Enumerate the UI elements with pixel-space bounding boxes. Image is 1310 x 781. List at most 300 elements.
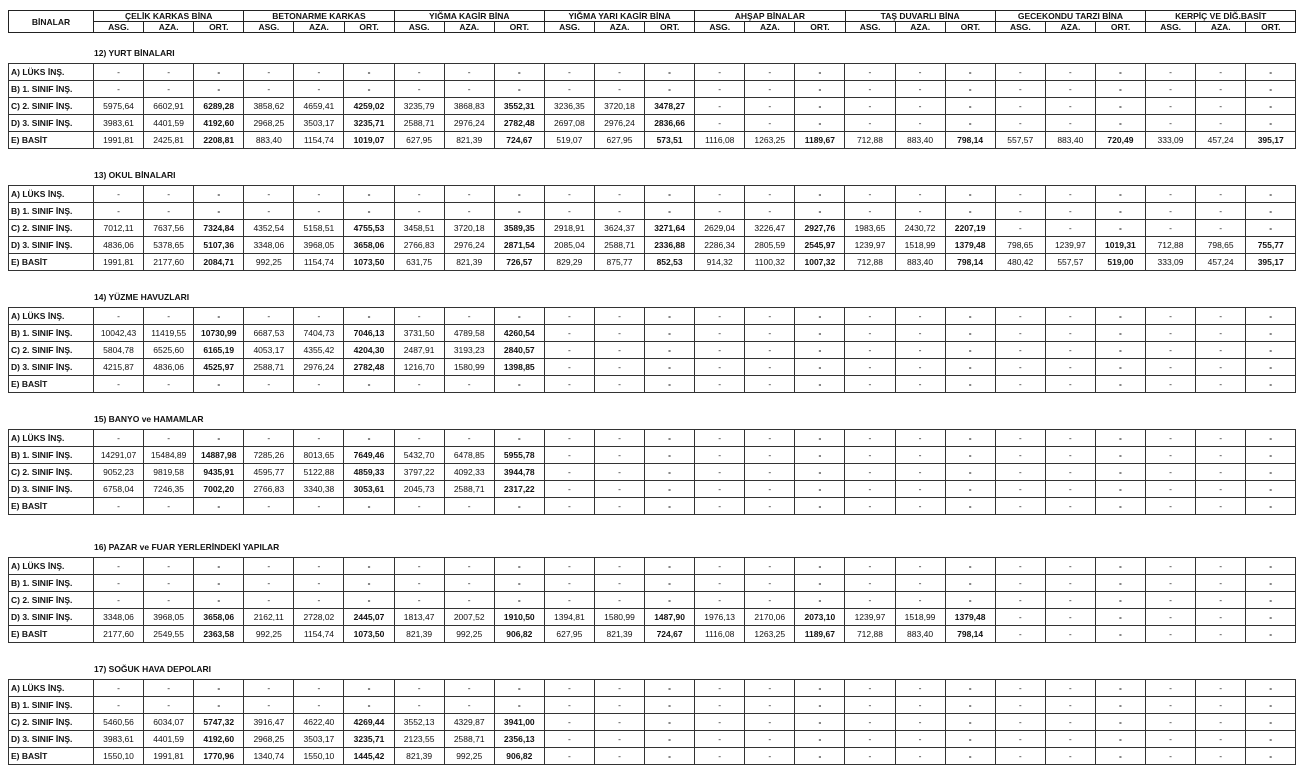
table-cell: 7012,11 [94, 220, 144, 237]
table-cell: 821,39 [594, 626, 644, 643]
table-row [9, 626, 1296, 643]
table-cell: - [194, 592, 244, 609]
table-cell: - [945, 430, 995, 447]
subcolumn-header: ORT. [945, 22, 995, 33]
section-title: 13) OKUL BİNALARI [94, 170, 176, 180]
table-cell: - [544, 308, 594, 325]
table-cell: 5460,56 [94, 714, 144, 731]
table-cell: - [494, 203, 544, 220]
table-cell: 3731,50 [394, 325, 444, 342]
row-label: A) LÜKS İNŞ. [9, 64, 94, 81]
table-cell: 798,14 [945, 132, 995, 149]
table-cell: - [494, 308, 544, 325]
table-cell: 798,65 [995, 237, 1045, 254]
table-cell: - [594, 592, 644, 609]
table-cell: - [594, 430, 644, 447]
table-cell: - [94, 64, 144, 81]
table-cell: - [795, 81, 845, 98]
table-cell: - [1246, 115, 1296, 132]
table-cell: 2073,10 [795, 609, 845, 626]
table-cell: - [1145, 325, 1195, 342]
table-cell: - [544, 714, 594, 731]
table-cell: 1154,74 [294, 626, 344, 643]
table-cell: - [194, 64, 244, 81]
table-cell: - [1145, 498, 1195, 515]
table-cell: - [1145, 81, 1195, 98]
table-cell: 3968,05 [144, 609, 194, 626]
table-cell: - [645, 680, 695, 697]
table-cell: - [645, 359, 695, 376]
table-cell: - [845, 481, 895, 498]
table-cell: - [895, 98, 945, 115]
table-cell: - [645, 592, 695, 609]
table-cell: - [94, 680, 144, 697]
table-cell: 5378,65 [144, 237, 194, 254]
table-cell: - [1145, 342, 1195, 359]
table-cell: 2549,55 [144, 626, 194, 643]
table-cell: - [1095, 376, 1145, 393]
table-cell: - [1145, 203, 1195, 220]
table-cell: - [144, 186, 194, 203]
row-label: E) BASİT [9, 626, 94, 643]
table-cell: - [594, 376, 644, 393]
table-cell: - [394, 498, 444, 515]
table-cell: - [995, 626, 1045, 643]
table-cell: - [294, 64, 344, 81]
table-cell: - [594, 203, 644, 220]
table-cell: - [1095, 342, 1145, 359]
row-label: E) BASİT [9, 748, 94, 765]
table-cell: - [895, 430, 945, 447]
table-cell: - [1246, 697, 1296, 714]
table-cell: 3552,31 [494, 98, 544, 115]
table-cell: - [895, 115, 945, 132]
table-cell: - [594, 308, 644, 325]
table-cell: - [795, 115, 845, 132]
table-cell: - [795, 203, 845, 220]
table-cell: - [494, 64, 544, 81]
table-cell: - [1246, 626, 1296, 643]
table-cell: 7404,73 [294, 325, 344, 342]
table-cell: 798,14 [945, 626, 995, 643]
table-cell: - [795, 359, 845, 376]
table-cell: 4789,58 [444, 325, 494, 342]
group-header: KERPİÇ VE DİĞ.BASİT [1146, 11, 1296, 22]
table-cell: - [795, 376, 845, 393]
row-label: D) 3. SINIF İNŞ. [9, 731, 94, 748]
table-cell: 2317,22 [494, 481, 544, 498]
table-cell: - [494, 558, 544, 575]
table-cell: - [1145, 376, 1195, 393]
table-cell: - [1196, 680, 1246, 697]
table-cell: - [594, 680, 644, 697]
table-cell: - [1246, 220, 1296, 237]
table-cell: 457,24 [1196, 132, 1246, 149]
table-cell: - [294, 498, 344, 515]
table-cell: - [795, 498, 845, 515]
table-cell: 1239,97 [845, 609, 895, 626]
table-cell: 2976,24 [594, 115, 644, 132]
table-cell: - [845, 558, 895, 575]
table-cell: - [1246, 481, 1296, 498]
table-cell: - [945, 376, 995, 393]
table-cell: - [895, 308, 945, 325]
table-cell: - [745, 731, 795, 748]
table-cell: - [1196, 325, 1246, 342]
table-cell: - [845, 748, 895, 765]
table-cell: 14887,98 [194, 447, 244, 464]
table-cell: - [94, 308, 144, 325]
table-cell: 4755,53 [344, 220, 394, 237]
table-cell: - [795, 481, 845, 498]
table-cell: 1189,67 [795, 626, 845, 643]
table-cell: - [1196, 731, 1246, 748]
table-cell: - [845, 731, 895, 748]
table-cell: - [544, 203, 594, 220]
table-cell: - [594, 186, 644, 203]
table-cell: - [1045, 714, 1095, 731]
table-cell: - [1145, 680, 1195, 697]
table-cell: 4092,33 [444, 464, 494, 481]
table-cell: - [1246, 464, 1296, 481]
section-title: 17) SOĞUK HAVA DEPOLARI [94, 664, 211, 674]
row-label: C) 2. SINIF İNŞ. [9, 714, 94, 731]
table-cell: - [344, 186, 394, 203]
table-cell: - [845, 342, 895, 359]
table-cell: 3720,18 [594, 98, 644, 115]
table-row [9, 447, 1296, 464]
table-cell: - [1045, 186, 1095, 203]
table-cell: - [1145, 714, 1195, 731]
table-cell: - [444, 430, 494, 447]
subcolumn-header: ORT. [344, 22, 394, 33]
table-cell: 5122,88 [294, 464, 344, 481]
table-cell: - [995, 203, 1045, 220]
table-cell: - [895, 447, 945, 464]
table-cell: - [144, 376, 194, 393]
table-cell: - [945, 325, 995, 342]
table-cell: - [1246, 714, 1296, 731]
subcolumn-header: AZA. [444, 22, 494, 33]
section-title: 16) PAZAR ve FUAR YERLERİNDEKİ YAPILAR [94, 542, 280, 552]
table-cell: - [394, 64, 444, 81]
table-cell: - [1196, 575, 1246, 592]
table-cell: - [1045, 697, 1095, 714]
table-cell: - [544, 186, 594, 203]
table-cell: - [695, 558, 745, 575]
table-cell: 2927,76 [795, 220, 845, 237]
table-cell: - [144, 498, 194, 515]
table-cell: - [695, 575, 745, 592]
table-cell: - [244, 430, 294, 447]
table-cell: - [1045, 98, 1095, 115]
table-cell: 3236,35 [544, 98, 594, 115]
table-cell: - [645, 430, 695, 447]
table-cell: 4215,87 [94, 359, 144, 376]
table-cell: - [394, 558, 444, 575]
table-cell: 1550,10 [94, 748, 144, 765]
table-cell: 1487,90 [645, 609, 695, 626]
table-cell: - [94, 186, 144, 203]
table-cell: 2836,66 [645, 115, 695, 132]
table-cell: 1100,32 [745, 254, 795, 271]
table-cell: 906,82 [494, 748, 544, 765]
table-cell: - [1045, 376, 1095, 393]
table-cell: - [1045, 575, 1095, 592]
table-cell: - [1045, 464, 1095, 481]
row-label: D) 3. SINIF İNŞ. [9, 609, 94, 626]
table-cell: - [1045, 558, 1095, 575]
table-cell: - [344, 498, 394, 515]
subcolumn-header: ORT. [795, 22, 845, 33]
table-cell: - [1045, 481, 1095, 498]
table-cell: 6687,53 [244, 325, 294, 342]
table-cell: - [995, 430, 1045, 447]
table-cell: - [344, 81, 394, 98]
table-cell: - [1095, 308, 1145, 325]
table-cell: - [194, 697, 244, 714]
table-cell: 2697,08 [544, 115, 594, 132]
table-row [9, 558, 1296, 575]
row-label: A) LÜKS İNŞ. [9, 680, 94, 697]
table-cell: - [1145, 592, 1195, 609]
table-cell: - [1196, 626, 1246, 643]
table-cell: 724,67 [645, 626, 695, 643]
table-cell: - [1095, 115, 1145, 132]
table-cell: - [895, 376, 945, 393]
table-cell: - [1095, 430, 1145, 447]
table-cell: - [895, 680, 945, 697]
table-cell: 3983,61 [94, 115, 144, 132]
table-cell: - [1196, 697, 1246, 714]
table-cell: - [94, 430, 144, 447]
table-cell: - [544, 64, 594, 81]
table-cell: - [945, 64, 995, 81]
table-cell: - [1196, 430, 1246, 447]
table-cell: - [294, 575, 344, 592]
table-cell: 4355,42 [294, 342, 344, 359]
table-row [9, 376, 1296, 393]
table-cell: - [1145, 359, 1195, 376]
table-row [9, 609, 1296, 626]
table-cell: - [244, 203, 294, 220]
table-cell: - [1246, 325, 1296, 342]
table-cell: - [544, 680, 594, 697]
table-cell: 3968,05 [294, 237, 344, 254]
table-cell: 7637,56 [144, 220, 194, 237]
table-cell: 15484,89 [144, 447, 194, 464]
table-cell: - [1246, 680, 1296, 697]
table-cell: - [244, 680, 294, 697]
table-cell: 883,40 [895, 254, 945, 271]
table-cell: - [795, 308, 845, 325]
table-cell: 992,25 [244, 626, 294, 643]
table-cell: - [795, 680, 845, 697]
table-row [9, 498, 1296, 515]
table-row [9, 254, 1296, 271]
table-cell: - [895, 748, 945, 765]
table-cell: - [695, 308, 745, 325]
table-cell: 2425,81 [144, 132, 194, 149]
table-cell: 883,40 [895, 132, 945, 149]
table-cell: 1340,74 [244, 748, 294, 765]
table-cell: - [244, 308, 294, 325]
table-cell: - [1045, 325, 1095, 342]
subcolumn-header: AZA. [895, 22, 945, 33]
table-cell: - [444, 558, 494, 575]
table-cell: - [1045, 115, 1095, 132]
table-cell: 7649,46 [344, 447, 394, 464]
table-cell: - [995, 308, 1045, 325]
table-cell: - [695, 481, 745, 498]
table-cell: 1445,42 [344, 748, 394, 765]
table-cell: 1007,32 [795, 254, 845, 271]
table-cell: - [294, 81, 344, 98]
table-cell: 4192,60 [194, 731, 244, 748]
subcolumn-header: AZA. [294, 22, 344, 33]
table-cell: 1394,81 [544, 609, 594, 626]
table-cell: - [1095, 220, 1145, 237]
table-cell: - [1145, 697, 1195, 714]
table-cell: 1910,50 [494, 609, 544, 626]
table-cell: 2976,24 [444, 237, 494, 254]
table-cell: 4192,60 [194, 115, 244, 132]
table-cell: 627,95 [544, 626, 594, 643]
table-cell: 2918,91 [544, 220, 594, 237]
table-row [9, 430, 1296, 447]
table-cell: - [1145, 731, 1195, 748]
table-cell: 2728,02 [294, 609, 344, 626]
row-label: E) BASİT [9, 376, 94, 393]
table-cell: - [1196, 376, 1246, 393]
table-cell: - [1095, 325, 1145, 342]
table-cell: 395,17 [1246, 254, 1296, 271]
table-cell: - [394, 592, 444, 609]
table-cell: 1019,07 [344, 132, 394, 149]
table-cell: 2286,34 [695, 237, 745, 254]
subcolumn-header: ORT. [645, 22, 695, 33]
table-cell: - [144, 81, 194, 98]
table-row [9, 186, 1296, 203]
table-cell: - [594, 447, 644, 464]
table-cell: - [745, 748, 795, 765]
table-cell: - [544, 359, 594, 376]
table-cell: 2968,25 [244, 731, 294, 748]
table-cell: - [1045, 220, 1095, 237]
table-cell: - [1095, 81, 1145, 98]
table-cell: - [494, 592, 544, 609]
table-cell: 4859,33 [344, 464, 394, 481]
table-cell: - [544, 731, 594, 748]
table-cell: - [344, 308, 394, 325]
table-cell: - [995, 481, 1045, 498]
table-cell: - [1246, 575, 1296, 592]
table-cell: - [444, 575, 494, 592]
table-cell: - [795, 731, 845, 748]
table-cell: - [695, 64, 745, 81]
table-cell: - [945, 575, 995, 592]
table-cell: - [594, 359, 644, 376]
subcolumn-header: AZA. [745, 22, 795, 33]
table-cell: 2177,60 [94, 626, 144, 643]
table-cell: 883,40 [244, 132, 294, 149]
table-cell: 2871,54 [494, 237, 544, 254]
table-cell: 6602,91 [144, 98, 194, 115]
table-cell: - [945, 481, 995, 498]
table-cell: - [594, 342, 644, 359]
table-row [9, 714, 1296, 731]
table-cell: - [94, 203, 144, 220]
table-cell: - [494, 430, 544, 447]
table-cell: 557,57 [995, 132, 1045, 149]
table-cell: 2170,06 [745, 609, 795, 626]
table-cell: - [394, 81, 444, 98]
table-cell: - [444, 203, 494, 220]
table-cell: 1983,65 [845, 220, 895, 237]
table-cell: 9435,91 [194, 464, 244, 481]
table-cell: - [995, 609, 1045, 626]
table-cell: - [845, 430, 895, 447]
table-cell: 2976,24 [444, 115, 494, 132]
table-cell: - [895, 714, 945, 731]
table-cell: - [244, 575, 294, 592]
table-cell: - [745, 98, 795, 115]
table-row [9, 464, 1296, 481]
table-cell: 1770,96 [194, 748, 244, 765]
table-cell: - [745, 64, 795, 81]
table-cell: 4836,06 [94, 237, 144, 254]
table-cell: - [795, 697, 845, 714]
subcolumn-header: AZA. [1196, 22, 1246, 33]
table-cell: - [1045, 731, 1095, 748]
table-cell: 4204,30 [344, 342, 394, 359]
table-cell: 2545,97 [795, 237, 845, 254]
table-cell: - [394, 680, 444, 697]
table-cell: - [995, 325, 1045, 342]
table-cell: - [1145, 481, 1195, 498]
section-title: 15) BANYO ve HAMAMLAR [94, 414, 204, 424]
table-cell: 2430,72 [895, 220, 945, 237]
table-cell: - [745, 575, 795, 592]
table-cell: - [995, 115, 1045, 132]
table-cell: 2968,25 [244, 115, 294, 132]
table-cell: - [795, 748, 845, 765]
table-cell: - [1145, 626, 1195, 643]
table-cell: 3348,06 [244, 237, 294, 254]
table-cell: - [945, 186, 995, 203]
table-cell: 2588,71 [444, 731, 494, 748]
table-cell: 992,25 [444, 748, 494, 765]
subcolumn-header: ASG. [94, 22, 144, 33]
table-cell: - [244, 592, 294, 609]
table-cell: - [645, 731, 695, 748]
table-cell: - [1196, 748, 1246, 765]
table-cell: 4401,59 [144, 731, 194, 748]
row-label-header: BİNALAR [9, 11, 94, 33]
table-cell: - [845, 714, 895, 731]
table-cell: - [745, 592, 795, 609]
table-cell: - [1246, 81, 1296, 98]
table-cell: - [1246, 731, 1296, 748]
table-cell: - [194, 558, 244, 575]
table-cell: - [494, 81, 544, 98]
table-cell: 883,40 [895, 626, 945, 643]
table-cell: - [645, 64, 695, 81]
table-cell: - [294, 308, 344, 325]
table-cell: 3720,18 [444, 220, 494, 237]
table-cell: 2207,19 [945, 220, 995, 237]
table-cell: - [995, 186, 1045, 203]
